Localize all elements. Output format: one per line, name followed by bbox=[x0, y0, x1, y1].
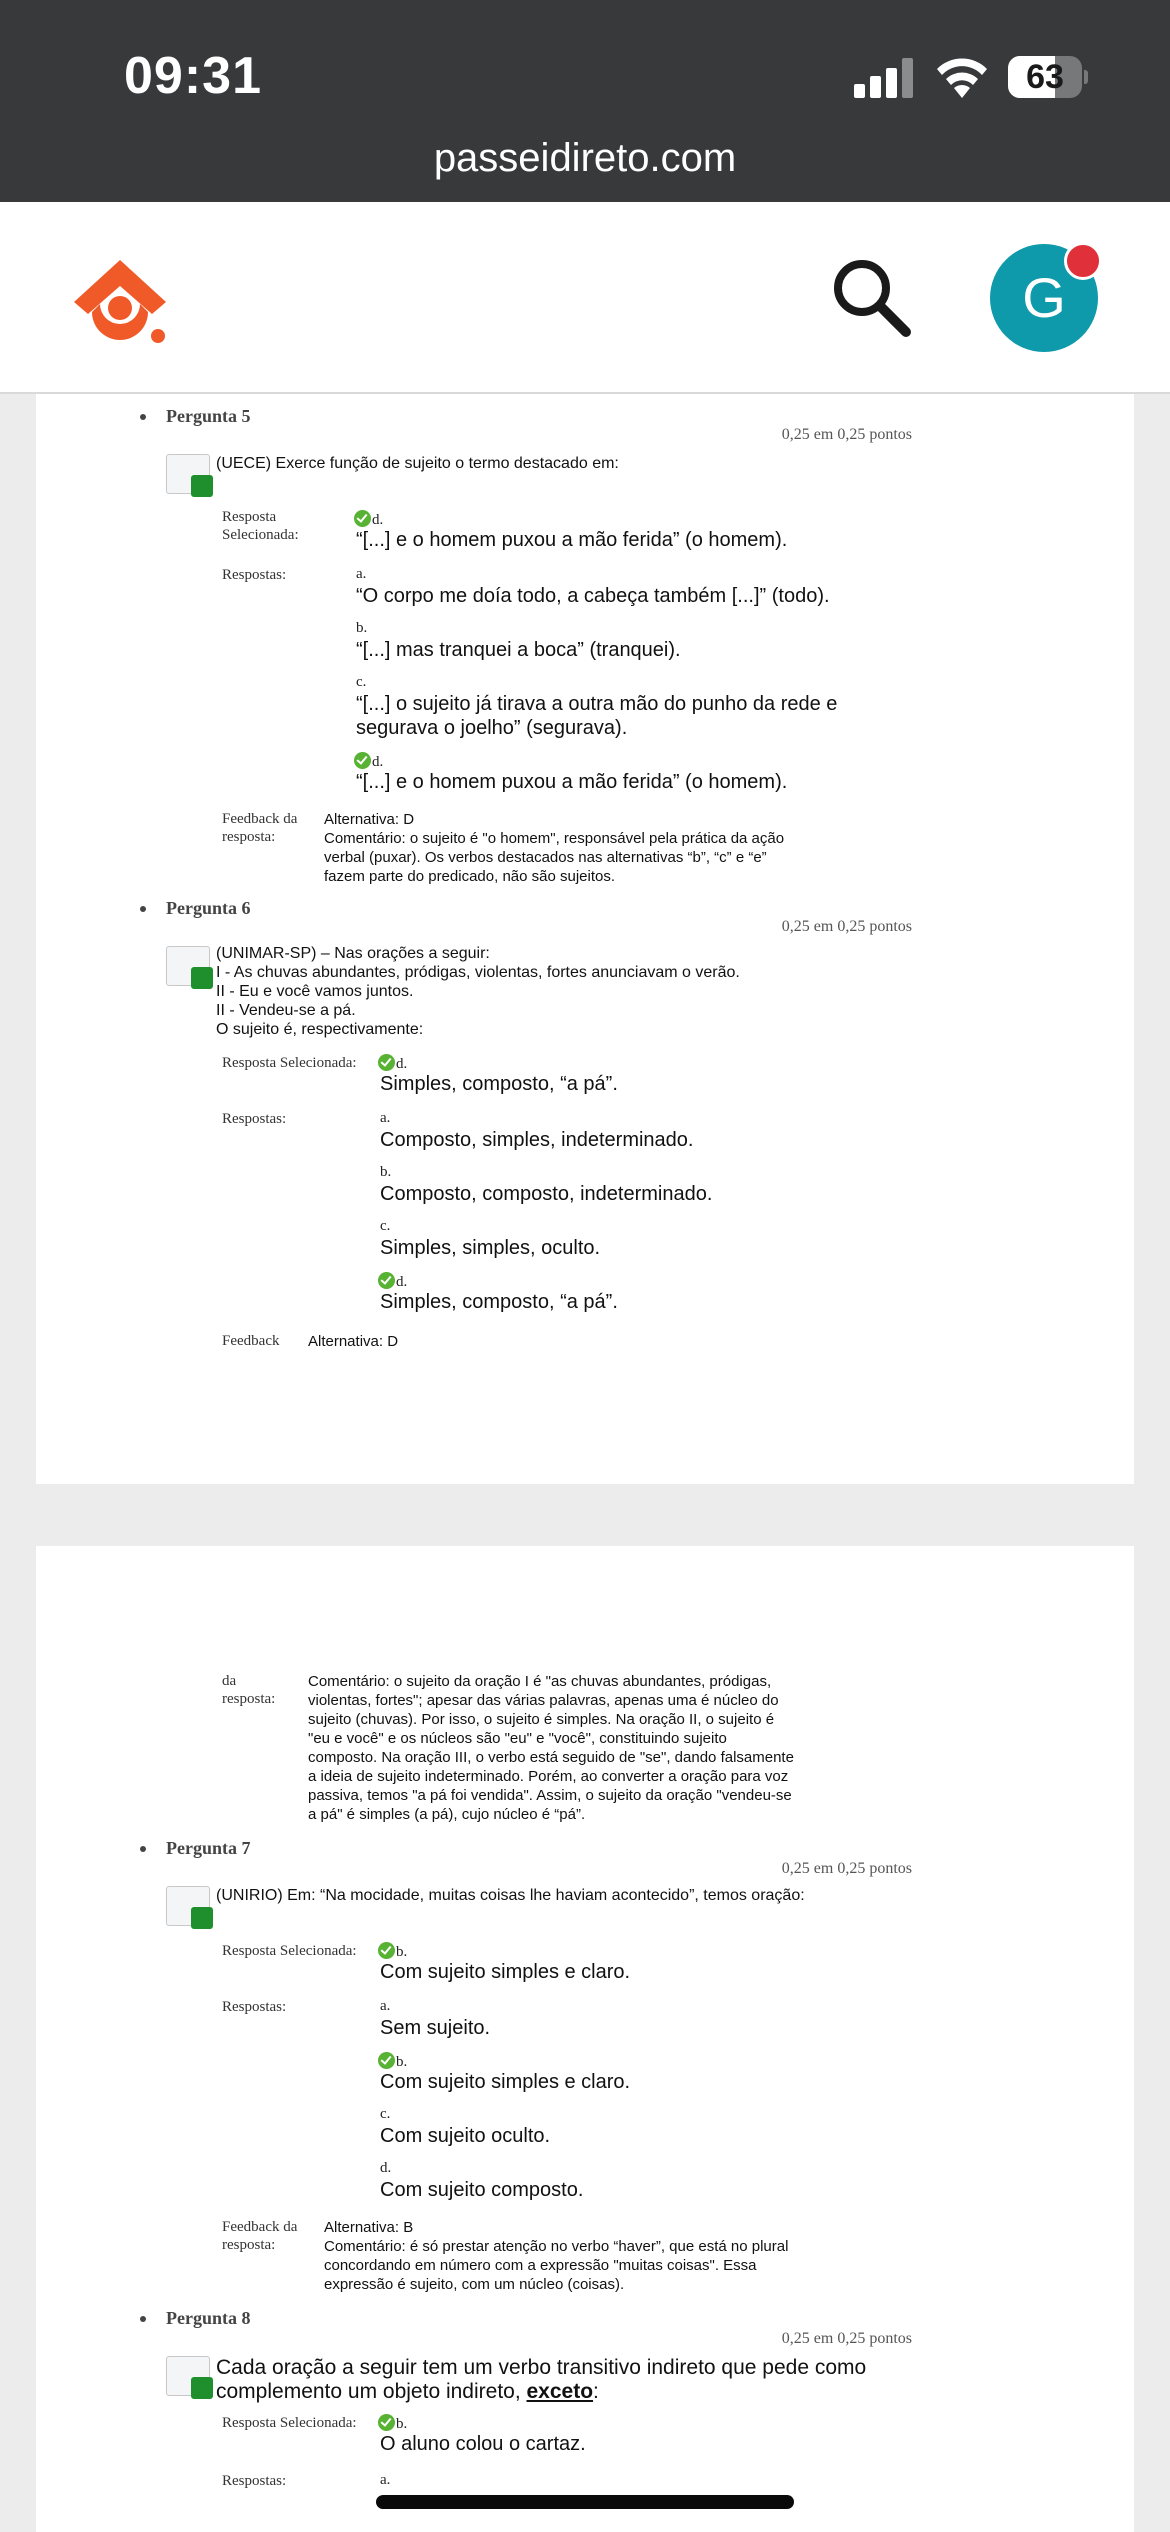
option-c-letter: c. bbox=[356, 674, 367, 690]
search-icon[interactable] bbox=[826, 252, 916, 342]
question-6-text-line3: II - Eu e você vamos juntos. bbox=[216, 983, 414, 1000]
question-5-points: 0,25 em 0,25 pontos bbox=[781, 426, 912, 443]
question-6-points: 0,25 em 0,25 pontos bbox=[781, 918, 912, 935]
selected-answer-label: Resposta Selecionada: bbox=[222, 1055, 357, 1071]
feedback-line: a pá" é simples (a pá), cujo núcleo é “pá”. bbox=[308, 1806, 586, 1823]
question-correct-icon bbox=[166, 2356, 210, 2396]
battery-level: 63 bbox=[1026, 58, 1064, 96]
option-c-letter: c. bbox=[380, 2106, 391, 2122]
feedback-line: "eu e você" e os núcleos são "eu" e "você", constituindo sujeito bbox=[308, 1730, 727, 1747]
exceto-emphasis: exceto bbox=[526, 2380, 594, 2403]
question-5-title: Pergunta 5 bbox=[166, 406, 251, 426]
correct-check-icon bbox=[378, 2414, 395, 2431]
question-7-title: Pergunta 7 bbox=[166, 1838, 251, 1858]
battery-icon bbox=[1008, 56, 1088, 98]
feedback-label: Feedback da resposta: bbox=[222, 2219, 298, 2253]
option-c-text-line2: segurava o joelho” (segurava). bbox=[356, 717, 628, 739]
answers-label: Respostas: bbox=[222, 1999, 287, 2015]
feedback-line: Comentário: o sujeito da oração I é "as chuvas abundantes, pródigas, bbox=[308, 1673, 772, 1690]
question-8-points: 0,25 em 0,25 pontos bbox=[781, 2330, 912, 2347]
option-c-letter: c. bbox=[380, 1218, 391, 1234]
answers-label: Respostas: bbox=[222, 2473, 287, 2489]
question-6-text-line2: I - As chuvas abundantes, pródigas, violentas, fortes anunciavam o verão. bbox=[216, 964, 740, 981]
selected-letter: b. bbox=[378, 1942, 407, 1961]
option-a-text: “O corpo me doía todo, a cabeça também [...]” (todo). bbox=[356, 585, 830, 607]
option-b-text: Com sujeito simples e claro. bbox=[380, 2071, 631, 2093]
question-8-text-line2: complemento um objeto indireto, exceto: bbox=[216, 2380, 599, 2403]
option-b-text: Composto, composto, indeterminado. bbox=[380, 1183, 713, 1205]
selected-answer-text: O aluno colou o cartaz. bbox=[380, 2433, 586, 2455]
feedback-line: fazem parte do predicado, não são sujeitos. bbox=[324, 868, 616, 885]
feedback-label: Feedback da resposta: bbox=[222, 811, 298, 845]
question-6-text-line5: O sujeito é, respectivamente: bbox=[216, 1021, 424, 1038]
feedback-line: Alternativa: D bbox=[324, 811, 415, 828]
question-8-text-line1: Cada oração a seguir tem um verbo transitivo indireto que pede como bbox=[216, 2356, 867, 2379]
question-correct-icon bbox=[166, 1886, 210, 1926]
feedback-line: violentas, fortes"; apesar das várias palavras, apenas uma é núcleo do bbox=[308, 1692, 779, 1709]
correct-check-icon bbox=[378, 1272, 395, 1289]
option-b-letter: b. bbox=[380, 1164, 392, 1180]
feedback-label: Feedback bbox=[222, 1333, 280, 1349]
selected-answer-text: “[...] e o homem puxou a mão ferida” (o homem). bbox=[356, 529, 788, 551]
selected-letter: d. bbox=[378, 1054, 407, 1073]
feedback-line: Alternativa: B bbox=[324, 2219, 414, 2236]
question-7-points: 0,25 em 0,25 pontos bbox=[781, 1860, 912, 1877]
feedback-line: expressão é sujeito, com um núcleo (coisas). bbox=[324, 2276, 625, 2293]
selected-answer-text: Simples, composto, “a pá”. bbox=[380, 1073, 618, 1095]
question-6-text-line4: II - Vendeu-se a pá. bbox=[216, 1002, 356, 1019]
option-a-letter: a. bbox=[380, 1998, 391, 2014]
question-correct-icon bbox=[166, 946, 210, 986]
option-b-text: “[...] mas tranquei a boca” (tranquei). bbox=[356, 639, 681, 661]
option-d-letter: d. bbox=[354, 752, 383, 771]
user-avatar[interactable] bbox=[990, 244, 1098, 352]
option-b-letter: b. bbox=[378, 2052, 407, 2071]
feedback-line: Alternativa: D bbox=[308, 1333, 399, 1350]
selected-answer-label: Resposta Selecionada: bbox=[222, 509, 299, 543]
option-d-text: Com sujeito composto. bbox=[380, 2179, 584, 2201]
notification-badge bbox=[1064, 242, 1102, 280]
selected-letter: d. bbox=[354, 510, 383, 529]
document-page-2 bbox=[36, 1546, 1134, 2532]
selected-answer-label: Resposta Selecionada: bbox=[222, 1943, 357, 1959]
option-c-text: Com sujeito oculto. bbox=[380, 2125, 551, 2147]
option-c-text-line1: “[...] o sujeito já tirava a outra mão do punho da rede e bbox=[356, 693, 838, 715]
feedback-line: Comentário: é só prestar atenção no verbo “haver”, que está no plural bbox=[324, 2238, 789, 2255]
correct-check-icon bbox=[354, 752, 371, 769]
question-7-text: (UNIRIO) Em: “Na mocidade, muitas coisas lhe haviam acontecido”, temos oração: bbox=[216, 1887, 805, 1904]
site-header bbox=[0, 202, 1170, 394]
correct-check-icon bbox=[354, 510, 371, 527]
avatar-letter: G bbox=[1022, 266, 1066, 329]
answers-label: Respostas: bbox=[222, 1111, 287, 1127]
question-6-title: Pergunta 6 bbox=[166, 898, 251, 918]
question-6-text-line1: (UNIMAR-SP) – Nas orações a seguir: bbox=[216, 945, 490, 962]
feedback-line: concordando em número com a expressão "muitas coisas". Essa bbox=[324, 2257, 757, 2274]
correct-check-icon bbox=[378, 1054, 395, 1071]
selected-letter: b. bbox=[378, 2414, 407, 2433]
url-bar[interactable]: passeidireto.com bbox=[433, 136, 737, 180]
selected-answer-label: Resposta Selecionada: bbox=[222, 2415, 357, 2431]
feedback-label-continued: da resposta: bbox=[222, 1673, 276, 1707]
option-a-letter: a. bbox=[380, 1110, 391, 1126]
home-indicator[interactable] bbox=[376, 2495, 794, 2509]
feedback-line: verbal (puxar). Os verbos destacados nas alternativas “b”, “c” e “e” bbox=[324, 849, 767, 866]
document-page-1 bbox=[36, 394, 1134, 1484]
passei-direto-logo-icon[interactable] bbox=[70, 256, 170, 346]
option-c-text: Simples, simples, oculto. bbox=[380, 1237, 601, 1259]
cellular-signal-icon bbox=[854, 58, 914, 98]
status-time: 09:31 bbox=[124, 47, 262, 105]
option-b-letter: b. bbox=[356, 620, 368, 636]
feedback-line: composto. Na oração III, o verbo está seguido de "se", dando falsamente bbox=[308, 1749, 794, 1766]
question-5-text: (UECE) Exerce função de sujeito o termo destacado em: bbox=[216, 455, 619, 472]
option-a-letter: a. bbox=[380, 2472, 391, 2488]
feedback-line: passiva, temos "a pá foi vendida". Assim, o sujeito da oração "vendeu-se bbox=[308, 1787, 792, 1804]
option-a-letter: a. bbox=[356, 566, 367, 582]
option-a-text: Sem sujeito. bbox=[380, 2017, 491, 2039]
feedback-line: a ideia de sujeito indeterminado. Porém, ao converter a oração para voz bbox=[308, 1768, 789, 1785]
option-d-text: “[...] e o homem puxou a mão ferida” (o homem). bbox=[356, 771, 788, 793]
option-a-text: Composto, simples, indeterminado. bbox=[380, 1129, 694, 1151]
option-d-letter: d. bbox=[380, 2160, 392, 2176]
correct-check-icon bbox=[378, 1942, 395, 1959]
option-d-letter: d. bbox=[378, 1272, 407, 1291]
answers-label: Respostas: bbox=[222, 567, 287, 583]
feedback-line: sujeito (chuvas). Por isso, o sujeito é simples. Na oração II, o sujeito é bbox=[308, 1711, 775, 1728]
browser-chrome bbox=[0, 0, 1170, 202]
wifi-icon bbox=[934, 54, 990, 100]
question-correct-icon bbox=[166, 454, 210, 494]
feedback-line: Comentário: o sujeito é "o homem", responsável pela prática da ação bbox=[324, 830, 785, 847]
correct-check-icon bbox=[378, 2052, 395, 2069]
selected-answer-text: Com sujeito simples e claro. bbox=[380, 1961, 631, 1983]
question-8-title: Pergunta 8 bbox=[166, 2308, 251, 2328]
option-d-text: Simples, composto, “a pá”. bbox=[380, 1291, 618, 1313]
